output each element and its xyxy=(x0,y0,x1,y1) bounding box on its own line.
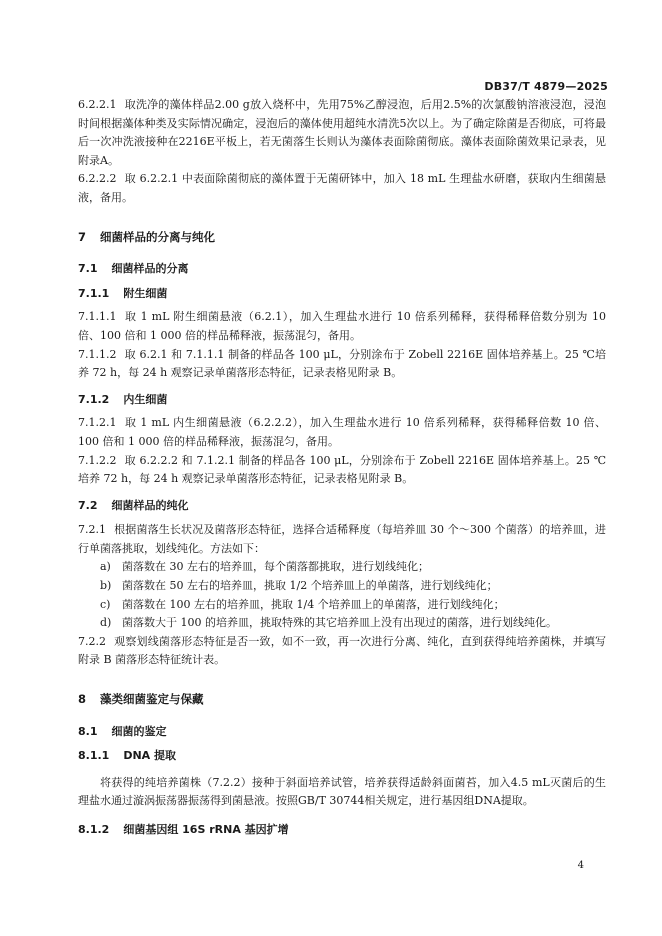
clause-number: 7.1.2.1 xyxy=(78,416,117,430)
page-number: 4 xyxy=(577,860,584,871)
heading-title: 细菌样品的分离 xyxy=(111,262,189,276)
list-marker: c) xyxy=(100,597,111,611)
clause-7-1-1-1 xyxy=(78,308,606,345)
clause-number: 7.1.1.2 xyxy=(78,347,117,361)
heading-number: 8.1.1 xyxy=(78,749,110,763)
clause-7-2-1 xyxy=(78,521,606,558)
clause-7-1-1-2 xyxy=(78,346,606,383)
clause-number: 7.1.2.2 xyxy=(78,453,117,467)
clause-number: 6.2.2.1 xyxy=(78,98,117,111)
section-heading-7-2 xyxy=(78,497,606,516)
heading-number: 8 xyxy=(78,692,87,707)
heading-number: 8.1.2 xyxy=(78,823,110,836)
clause-6-2-2-2 xyxy=(78,170,606,207)
heading-title: 细菌样品的纯化 xyxy=(111,498,189,512)
section-heading-8-1-1 xyxy=(78,747,606,766)
clause-number: 7.1.1.1 xyxy=(78,310,117,324)
list-marker: d) xyxy=(100,616,112,630)
clause-8-1-1-text: 将获得的纯培养菌株（7.2.2）接种于斜面培养试管，培养获得适龄斜面菌苔，加入4.5 mL灭菌后的生理盐水通过漩涡振荡器振荡得到菌悬液。按照GB/T 30744相关规定，进行基因组DNA提取。 xyxy=(78,775,606,808)
document-body xyxy=(78,96,606,845)
list-item xyxy=(100,614,606,633)
clause-number: 7.2.1 xyxy=(78,523,106,537)
section-heading-8 xyxy=(78,690,606,709)
list-text: 菌落数在 30 左右的培养皿，每个菌落都挑取，进行划线纯化； xyxy=(122,560,429,574)
list-marker: a) xyxy=(100,560,111,574)
clause-number: 7.2.2 xyxy=(78,634,106,648)
clause-text: 取 6.2.2.1 中表面除菌彻底的藻体置于无菌研钵中，加入 18 mL 生理盐水研磨，获取内生细菌悬液，备用。 xyxy=(78,172,606,204)
heading-number: 7.1.1 xyxy=(78,286,110,300)
clause-text: 根据菌落生长状况及菌落形态特征，选择合适稀释度（每培养皿 30 个～300 个菌落）的培养皿，进行单菌落挑取，划线纯化。方法如下： xyxy=(78,523,606,555)
section-heading-7-1-2 xyxy=(78,391,606,410)
heading-number: 7.2 xyxy=(78,498,98,512)
section-heading-7 xyxy=(78,228,606,247)
section-heading-7-1-1 xyxy=(78,285,606,304)
clause-text: 观察划线菌落形态特征是否一致，如不一致，再一次进行分离、纯化，直到获得纯培养菌株，并填写附录 B 菌落形态特征统计表。 xyxy=(78,634,606,667)
list-marker: b) xyxy=(100,579,112,593)
clause-text: 取 6.2.1 和 7.1.1.1 制备的样品各 100 μL，分别涂布于 Zobell 2216E 固体培养基上。25 ℃培养 72 h，每 24 h 观察记录单菌落形态特征，记录表格见附录 B。 xyxy=(78,347,606,380)
standard-code: DB37/T 4879—2025 xyxy=(484,80,608,93)
clause-text: 取 1 mL 附生细菌悬液（6.2.1），加入生理盐水进行 10 倍系列稀释，获得稀释倍数分别为 10 倍、100 倍和 1 000 倍的样品稀释液，振荡混匀，备用。 xyxy=(78,310,606,342)
list-text: 菌落数在 100 左右的培养皿，挑取 1/4 个培养皿上的单菌落，进行划线纯化； xyxy=(122,597,505,611)
list-item xyxy=(100,577,606,596)
section-heading-7-1 xyxy=(78,260,606,279)
heading-title: DNA 提取 xyxy=(123,749,177,763)
list-text: 菌落数大于 100 的培养皿，挑取特殊的其它培养皿上没有出现过的菌落，进行划线纯化。 xyxy=(122,616,557,630)
section-heading-8-1 xyxy=(78,723,606,742)
list-item xyxy=(100,558,606,577)
heading-title: 细菌样品的分离与纯化 xyxy=(100,229,216,244)
clause-6-2-2-1 xyxy=(78,96,606,170)
clause-text: 取 6.2.2.2 和 7.1.2.1 制备的样品各 100 μL，分别涂布于 Zobell 2216E 固体培养基上。25 ℃培养 72 h，每 24 h 观察记录单菌落形态特征，记录表格见附录 B。 xyxy=(78,453,606,486)
clause-number: 6.2.2.2 xyxy=(78,172,117,186)
clause-text: 取 1 mL 内生细菌悬液（6.2.2.2），加入生理盐水进行 10 倍系列稀释，获得稀释倍数 10 倍、100 倍和 1 000 倍的样品稀释液，振荡混匀，备用。 xyxy=(78,416,606,448)
clause-7-1-2-1 xyxy=(78,414,606,451)
list-text: 菌落数在 50 左右的培养皿，挑取 1/2 个培养皿上的单菌落，进行划线纯化； xyxy=(122,579,498,593)
heading-title: 藻类细菌鉴定与保藏 xyxy=(100,692,204,707)
heading-title: 附生细菌 xyxy=(123,286,168,300)
list-item xyxy=(100,596,606,615)
heading-title: 内生细菌 xyxy=(123,392,168,406)
heading-title: 细菌的鉴定 xyxy=(111,724,167,738)
section-heading-8-1-2 xyxy=(78,821,606,840)
heading-number: 7.1 xyxy=(78,262,98,276)
clause-7-1-2-2 xyxy=(78,452,606,489)
heading-title: 细菌基因组 16S rRNA 基因扩增 xyxy=(123,823,289,836)
heading-number: 8.1 xyxy=(78,724,98,738)
heading-number: 7.1.2 xyxy=(78,392,110,406)
clause-7-2-2 xyxy=(78,633,606,670)
clause-text: 取洗净的藻体样品2.00 g放入烧杯中，先用75%乙醇浸泡，后用2.5%的次氯酸钠溶液浸泡，浸泡时间根据藻体种类及实际情况确定，浸泡后的藻体使用超纯水清洗5次以上。为了确定除菌是否彻底，可将最后一次冲洗液接种在2216E平板上，若无菌落生长则认为藻体表面除菌彻底。藻体表面除菌效果记录表，见附录A。 xyxy=(78,98,606,167)
heading-number: 7 xyxy=(78,229,87,244)
